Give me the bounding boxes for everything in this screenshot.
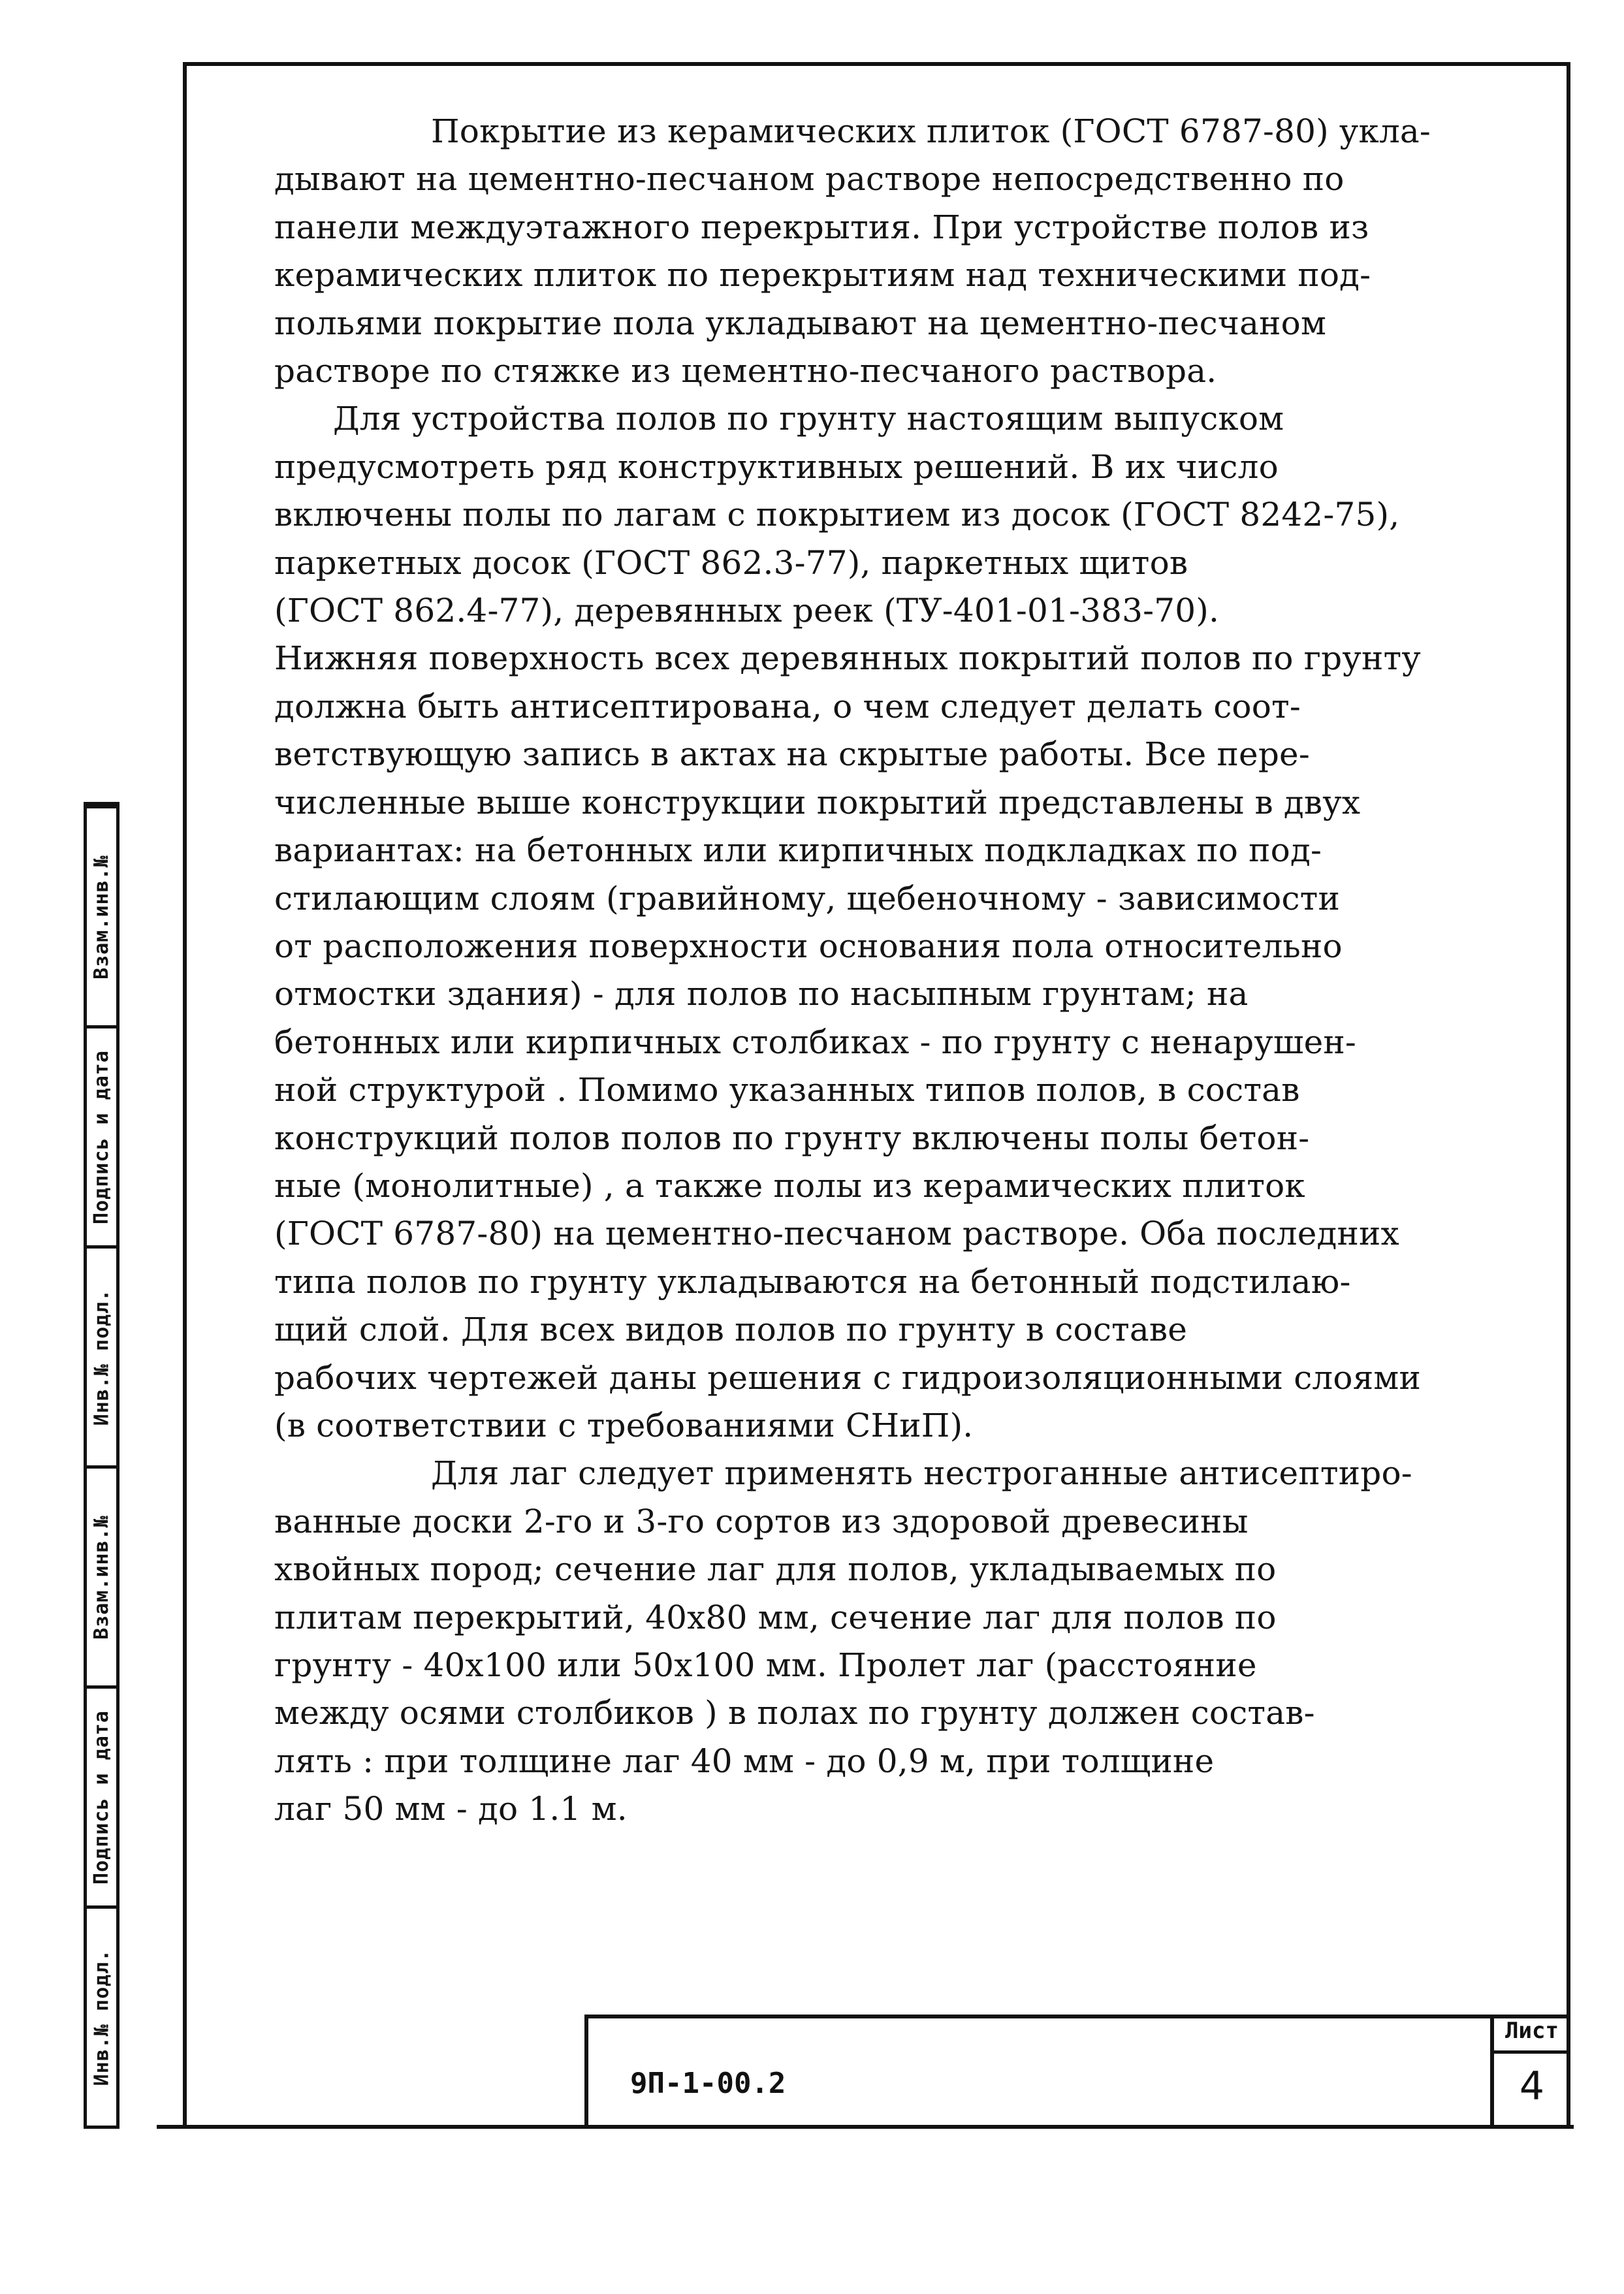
text-line: лять : при толщине лаг 40 мм - до 0,9 м, при толщине bbox=[274, 1742, 1215, 1780]
side-stamp-label: Взам.инв.№ bbox=[90, 854, 113, 980]
text-line: конструкций полов полов по грунту включены полы бетон- bbox=[274, 1119, 1310, 1157]
text-line: панели междуэтажного перекрытия. При устройстве полов из bbox=[274, 208, 1369, 246]
side-stamp-cell bbox=[87, 1905, 116, 2126]
side-stamp-cell bbox=[87, 1245, 116, 1465]
side-stamp-label: Инв.№ подл. bbox=[90, 1288, 113, 1426]
sheet-divider bbox=[1490, 2050, 1570, 2054]
text-line: рабочих чертежей даны решения с гидроизоляционными слоями bbox=[274, 1358, 1422, 1397]
side-stamp-label: Инв.№ подл. bbox=[90, 1949, 113, 2086]
text-line: (ГОСТ 862.4-77), деревянных реек (ТУ-401-01-383-70). bbox=[274, 592, 1220, 630]
paragraph bbox=[274, 395, 1548, 1450]
text-line: грунту - 40х100 или 50х100 мм. Пролет лаг (расстояние bbox=[274, 1646, 1257, 1684]
text-line: лаг 50 мм - до 1.1 м. bbox=[274, 1790, 628, 1828]
side-stamp-strip bbox=[84, 802, 116, 2129]
text-line: растворе по стяжке из цементно-песчаного раствора. bbox=[274, 352, 1217, 390]
text-line: дывают на цементно-песчаном растворе непосредственно по bbox=[274, 160, 1345, 199]
side-stamp-cell bbox=[87, 1025, 116, 1245]
text-line: между осями столбиков ) в полах по грунту должен состав- bbox=[274, 1694, 1315, 1732]
side-stamp-label: Подпись и дата bbox=[90, 1710, 113, 1885]
paragraph bbox=[274, 1450, 1548, 1833]
text-line: вариантах: на бетонных или кирпичных подкладках по под- bbox=[274, 831, 1322, 870]
text-line: щий слой. Для всех видов полов по грунту в составе bbox=[274, 1311, 1188, 1349]
text-line: (в соответствии с требованиями СНиП). bbox=[274, 1406, 974, 1444]
text-line: от расположения поверхности основания пола относительно bbox=[274, 927, 1343, 965]
text-line: включены полы по лагам с покрытием из досок (ГОСТ 8242-75), bbox=[274, 496, 1400, 534]
text-line: Для лаг следует применять нестроганные антисептиро- bbox=[431, 1454, 1412, 1493]
text-line: польями покрытие пола укладывают на цементно-песчаном bbox=[274, 304, 1327, 342]
text-line: предусмотреть ряд конструктивных решений. В их число bbox=[274, 447, 1279, 486]
side-stamp-label: Подпись и дата bbox=[90, 1049, 113, 1224]
text-line: ванные доски 2-го и 3-го сортов из здоровой древесины bbox=[274, 1502, 1249, 1540]
text-line: типа полов по грунту укладываются на бетонный подстилаю- bbox=[274, 1262, 1351, 1301]
text-line: Нижняя поверхность всех деревянных покрытий полов по грунту bbox=[274, 639, 1422, 678]
text-line: Покрытие из керамических плиток (ГОСТ 6787-80) укла- bbox=[431, 112, 1431, 150]
text-line: ветствующую запись в актах на скрытые работы. Все пере- bbox=[274, 735, 1310, 774]
text-line: паркетных досок (ГОСТ 862.3-77), паркетных щитов bbox=[274, 543, 1188, 582]
side-stamp-cell bbox=[87, 1465, 116, 1685]
text-line: Для устройства полов по грунту настоящим выпуском bbox=[333, 400, 1284, 438]
side-strip-divider bbox=[116, 802, 119, 2129]
text-line: ной структурой . Помимо указанных типов полов, в состав bbox=[274, 1071, 1300, 1109]
text-line: плитам перекрытий, 40х80 мм, сечение лаг для полов по bbox=[274, 1598, 1277, 1636]
text-line: хвойных пород; сечение лаг для полов, укладываемых по bbox=[274, 1550, 1277, 1589]
sheet-label: Лист bbox=[1505, 2018, 1559, 2044]
text-line: (ГОСТ 6787-80) на цементно-песчаном растворе. Оба последних bbox=[274, 1215, 1399, 1253]
text-line: численные выше конструкции покрытий представлены в двух bbox=[274, 783, 1361, 821]
paragraph bbox=[274, 108, 1548, 395]
side-stamp-label: Взам.инв.№ bbox=[90, 1514, 113, 1640]
side-stamp-cell bbox=[87, 805, 116, 1025]
text-line: бетонных или кирпичных столбиках - по грунту с ненарушен- bbox=[274, 1023, 1357, 1061]
document-code: 9П-1-00.2 bbox=[630, 2067, 786, 2100]
document-body bbox=[274, 108, 1548, 1834]
side-stamp-cell bbox=[87, 1685, 116, 1905]
text-line: отмостки здания) - для полов по насыпным грунтам; на bbox=[274, 975, 1249, 1013]
text-line: стилающим слоям (гравийному, щебеночному - зависимости bbox=[274, 879, 1341, 917]
text-line: керамических плиток по перекрытиям над техническими под- bbox=[274, 256, 1371, 295]
text-line: ные (монолитные) , а также полы из керамических плиток bbox=[274, 1166, 1305, 1205]
text-line: должна быть антисептирована, о чем следует делать соот- bbox=[274, 687, 1301, 725]
sheet-number: 4 bbox=[1519, 2063, 1545, 2109]
